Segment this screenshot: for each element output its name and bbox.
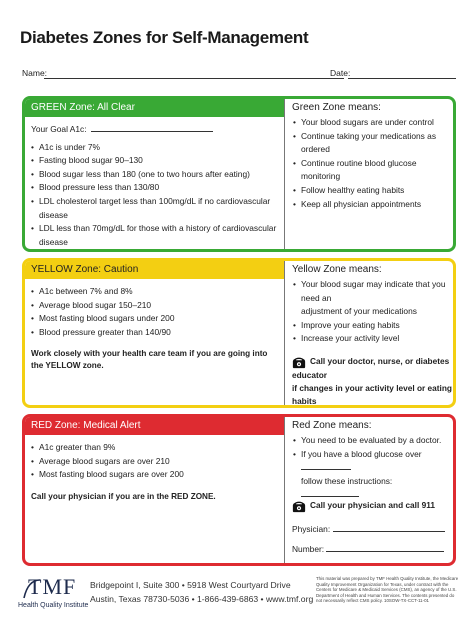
red-zone-means [287,417,453,563]
list-item: • Increase your activity level [293,332,447,346]
list-item: • Blood pressure less than 130/80 [31,181,278,195]
address-line-2: Austin, Texas 78730-5036 • 1-866-439-6863 • www.tmf.org [90,594,314,604]
list-item: • Fasting blood sugar 90–130 [31,154,278,168]
date-label: Date: [330,68,351,78]
instructions-field[interactable] [301,488,359,497]
yellow-zone-header: YELLOW Zone: Caution [25,261,284,279]
red-zone-header: RED Zone: Medical Alert [25,417,284,435]
number-field[interactable] [326,543,444,552]
green-zone-criteria [25,99,285,249]
page-title: Diabetes Zones for Self-Management [20,28,309,47]
list-item: • LDL cholesterol target less than 100mg/dL if no cardiovascular disease [31,195,278,222]
list-item: • A1c between 7% and 8% [31,285,278,299]
tmf-logo [18,574,88,624]
logo-text: TMF [28,574,77,599]
date-field[interactable] [348,78,456,79]
yellow-zone-panel [22,258,456,408]
number-row [292,543,444,554]
list-item: • Average blood sugar 150–210 [31,299,278,313]
logo-subtitle: Health Quality Institute [18,602,89,609]
red-call-text: Call your physician and call 911 [310,500,435,511]
list-item: • Blood pressure greater than 140/90 [31,326,278,340]
address-block [90,578,313,606]
list-item: • A1c greater than 9% [31,441,278,455]
yellow-zone-note: Work closely with your health care team if you are going into the YELLOW zone. [31,349,268,371]
red-zone-panel [22,414,456,566]
physician-label: Physician: [292,524,331,534]
physician-field[interactable] [333,523,445,532]
red-zone-criteria [25,417,285,563]
red-call-instructions [292,499,435,513]
list-item: • A1c is under 7% [31,141,278,155]
list-item: • Improve your eating habits [293,319,447,333]
list-item: • Most fasting blood sugars under 200 [31,312,278,326]
red-means-title: Red Zone means: [292,420,372,431]
red-zone-note: Call your physician if you are in the RED ZONE. [31,491,216,501]
list-item: • Average blood sugars are over 210 [31,455,278,469]
list-item-continuation: adjustment of your medications [301,306,417,317]
yellow-call-instructions [292,355,453,408]
list-item: • Continue taking your medications as ordered [293,130,447,157]
yellow-zone-means [287,261,453,405]
number-label: Number: [292,544,325,554]
yellow-zone-criteria [25,261,285,405]
name-field[interactable] [44,78,344,79]
glucose-threshold-field[interactable] [301,461,351,470]
list-item: • Your blood sugars are under control [293,116,447,130]
address-line-1: Bridgepoint I, Suite 300 • 5918 West Courtyard Drive [90,580,291,590]
green-zone-header: GREEN Zone: All Clear [25,99,284,117]
list-item: • Continue routine blood glucose monitoring [293,157,447,184]
physician-row [292,523,445,534]
list-item [293,448,447,475]
goal-a1c-field[interactable] [91,123,213,132]
footer [0,572,474,630]
telephone-icon [292,355,306,369]
list-item: • Most fasting blood sugars are over 200 [31,468,278,482]
list-item: • Follow healthy eating habits [293,184,447,198]
list-item-continuation [293,475,447,502]
disclaimer-text: This material was prepared by TMF Health Quality Institute, the Medicare Quality Improvement Organization for Texas, under contract with the Centers for Medicare & Medicaid Services (CMS), an agency of the U.S. Department of Health and Human Services. The contents presented do not necessarily reflect CMS policy. 10SOW-TX-CCT-11-01 [316,576,459,604]
list-item: • Your blood sugar may indicate that you need an [293,278,447,305]
list-item: • Blood sugar less than 180 (one to two hours after eating) [31,168,278,182]
instructions-label: follow these instructions: [301,475,393,486]
list-item: • You need to be evaluated by a doctor. [293,434,447,448]
yellow-call-line-2: if changes in your activity level or eating habits [292,383,452,406]
glucose-threshold-label: If you have a blood glucose over [301,448,422,459]
green-zone-means [287,99,453,249]
green-zone-panel [22,96,456,252]
list-item: • LDL less than 70mg/dL for those with a history of cardiovascular disease [31,222,278,249]
name-date-row [22,68,456,82]
yellow-call-line-1: Call your doctor, nurse, or diabetes educator [292,356,450,380]
green-means-title: Green Zone means: [292,102,381,113]
goal-a1c-label: Your Goal A1c: [31,124,87,134]
list-item-continuation [31,249,278,252]
list-item: • Keep all physician appointments [293,198,447,212]
yellow-means-title: Yellow Zone means: [292,264,382,275]
telephone-icon [292,499,306,513]
name-label: Name: [22,68,48,78]
